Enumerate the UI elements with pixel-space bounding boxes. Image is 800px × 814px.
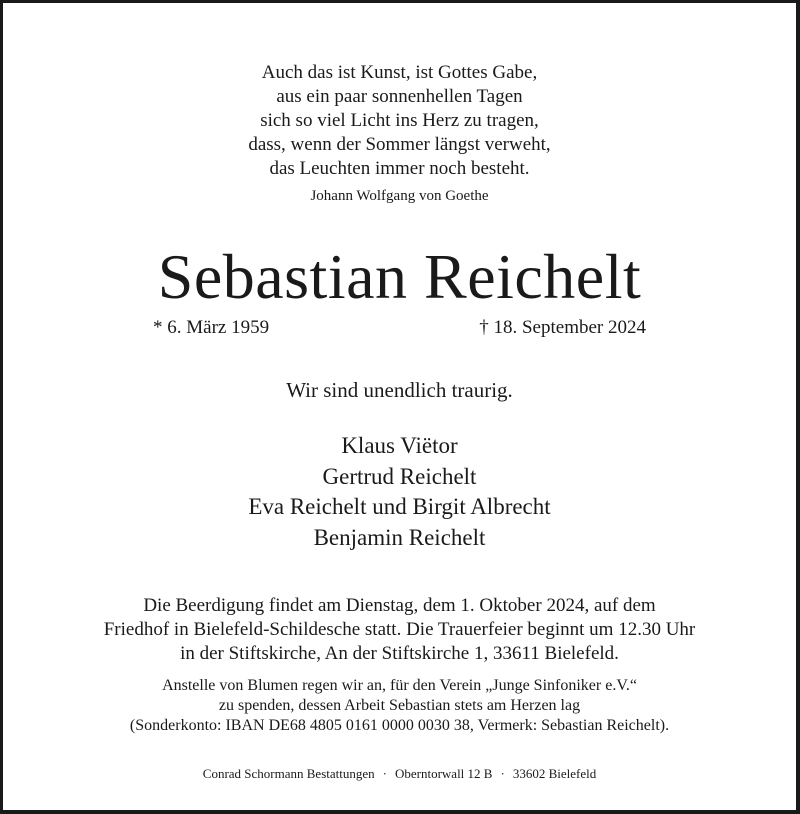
undertaker-footer <box>3 765 796 783</box>
mourning-message: Wir sind unendlich traurig. <box>286 378 513 402</box>
poem-line: sich so viel Licht ins Herz zu tragen, <box>260 110 539 131</box>
donation-line: (Sonderkonto: IBAN DE68 4805 0161 0000 0030 38, Vermerk: Sebastian Reichelt). <box>129 717 670 734</box>
death-date: † 18. September 2024 <box>479 317 646 338</box>
undertaker-street: Oberntorwall 12 B <box>394 766 493 781</box>
funeral-line: Die Beerdigung findet am Dienstag, dem 1. Oktober 2024, auf dem <box>143 595 656 616</box>
funeral-details <box>3 594 796 666</box>
funeral-line: in der Stiftskirche, An der Stiftskirche 1, 33611 Bielefeld. <box>180 643 619 664</box>
mourner-name: Gertrud Reichelt <box>322 463 477 489</box>
poem-author: Johann Wolfgang von Goethe <box>310 188 489 204</box>
donation-request <box>3 676 796 736</box>
mourner-name: Klaus Viëtor <box>341 433 458 458</box>
mourner-name: Benjamin Reichelt <box>313 524 486 550</box>
poem-line: Auch das ist Kunst, ist Gottes Gabe, <box>261 62 538 83</box>
poem-line: das Leuchten immer noch besteht. <box>269 158 530 179</box>
undertaker-city: 33602 Bielefeld <box>512 766 597 781</box>
separator-dot: · <box>382 766 387 781</box>
undertaker-name: Conrad Schormann Bestattungen <box>202 766 375 781</box>
mourners-list <box>3 431 796 553</box>
deceased-name: Sebastian Reichelt <box>157 241 642 312</box>
birth-date: * 6. März 1959 <box>153 317 270 338</box>
donation-line: zu spenden, dessen Arbeit Sebastian stets am Herzen lag <box>218 697 581 714</box>
donation-line: Anstelle von Blumen regen wir an, für den Verein „Junge Sinfoniker e.V.“ <box>162 677 637 694</box>
poem <box>3 61 796 181</box>
poem-line: dass, wenn der Sommer längst verweht, <box>248 134 551 155</box>
separator-dot: · <box>500 766 505 781</box>
funeral-line: Friedhof in Bielefeld-Schildesche statt. Die Trauerfeier beginnt um 12.30 Uhr <box>103 619 696 640</box>
poem-line: aus ein paar sonnenhellen Tagen <box>276 86 523 107</box>
mourner-name: Eva Reichelt und Birgit Albrecht <box>248 494 551 519</box>
